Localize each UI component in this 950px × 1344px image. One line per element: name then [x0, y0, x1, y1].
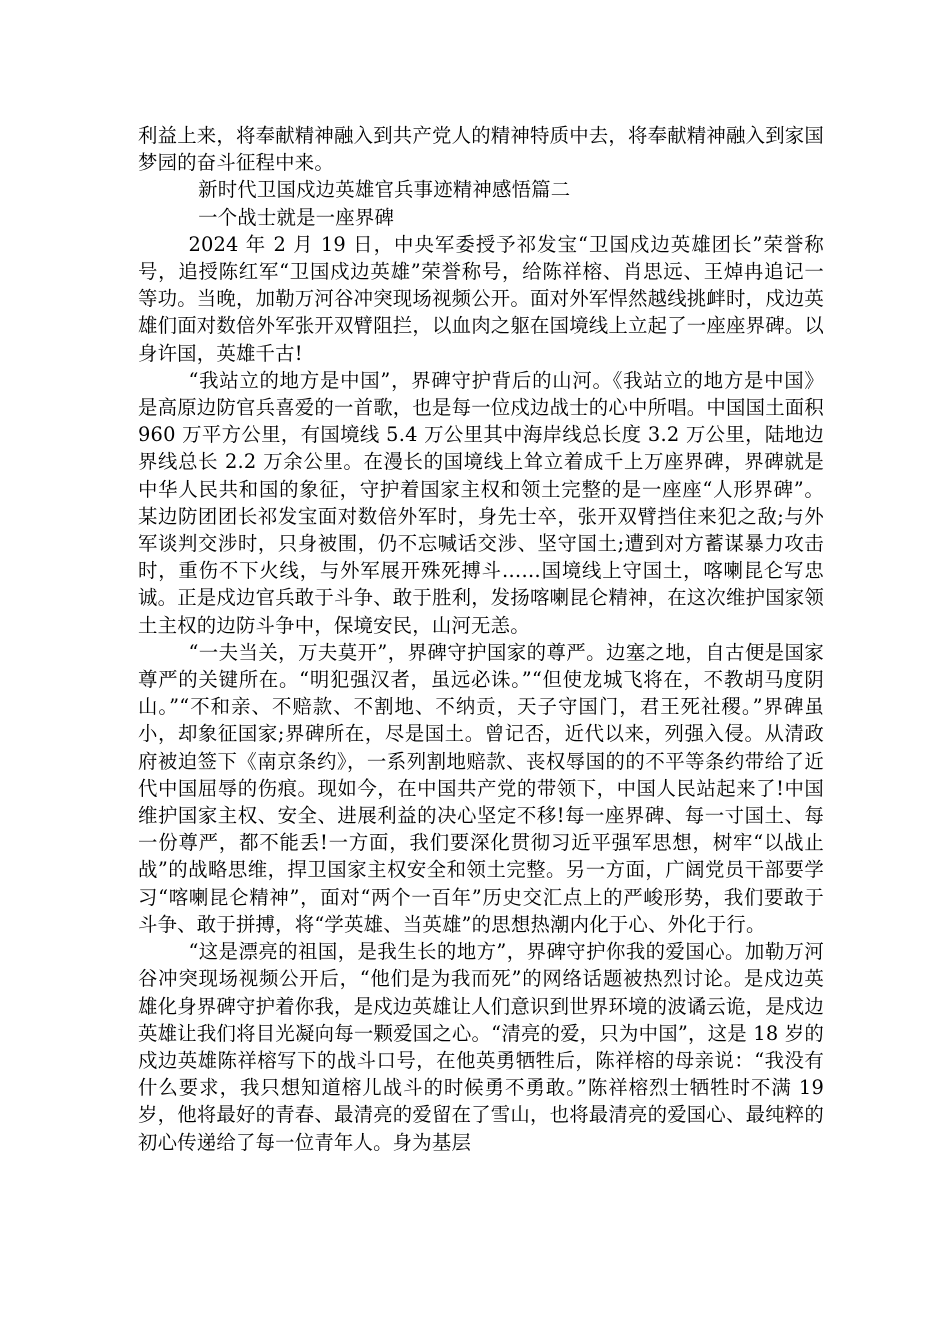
paragraph-homeland: “我站立的地方是中国”，界碑守护背后的山河。《我站立的地方是中国》是高原边防官兵喜爱的一首歌，也是每一位戍边战士的心中所唱。中国国土面积 960 万平方公里，有国境线 5.4 万公里其中海岸线总长度 3.2 万公里，陆地边界线总长 2.2 万余公里。在漫长的国境线上耸立着成千上万座界碑，界碑就是中华人民共和国的象征，守护着国家主权和领土完整的是一座座“人形界碑”。某边防团团长祁发宝面对数倍外军时，身先士卒，张开双臂挡住来犯之敌;与外军谈判交涉时，只身被围，仍不忘喊话交涉、坚守国土;遭到对方蓄谋暴力攻击时，重伤不下火线，与外军展开殊死搏斗……国境线上守国土，喀喇昆仑写忠诚。正是戍边官兵敢于斗争、敢于胜利，发扬喀喇昆仑精神，在这次维护国家领土主权的边防斗争中，保境安民，山河无恙。 [138, 368, 824, 637]
paragraph-dignity: “一夫当关，万夫莫开”，界碑守护国家的尊严。边塞之地，自古便是国家尊严的关键所在。“明犯强汉者，虽远必诛。”“但使龙城飞将在，不教胡马度阴山。”“不和亲、不赔款、不割地、不纳贡，天子守国门，君王死社稷。”界碑虽小，却象征国家;界碑所在，尽是国土。曾记否，近代以来，列强入侵。从清政府被迫签下《南京条约》，一系列割地赔款、丧权辱国的的不平等条约带给了近代中国屈辱的伤痕。现如今，在中国共产党的带领下，中国人民站起来了!中国维护国家主权、安全、进展利益的决心坚定不移!每一座界碑、每一寸国土、每一份尊严，都不能丢!一方面，我们要深化贯彻习近平强军思想，树牢“以战止战”的战略思维，捍卫国家主权安全和领土完整。另一方面，广阔党员干部要学习“喀喇昆仑精神”，面对“两个一百年”历史交汇点上的严峻形势，我们要敢于斗争、敢于拼搏，将“学英雄、当英雄”的思想热潮内化于心、外化于行。 [138, 640, 824, 936]
section-subtitle: 一个战士就是一座界碑 [198, 205, 395, 229]
paragraph-intro: 2024 年 2 月 19 日，中央军委授予祁发宝“卫国戍边英雄团长”荣誉称号，追授陈红军“卫国戍边英雄”荣誉称号，给陈祥榕、肖思远、王焯冉追记一等功。当晚，加勒万河谷冲突现场视频公开。面对外军悍然越线挑衅时，戍边英雄们面对数倍外军张开双臂阻拦，以血肉之躯在国境线上立起了一座座界碑。以身许国，英雄千古! [138, 232, 824, 365]
document-page [138, 122, 824, 1156]
paragraph-patriotism: “这是漂亮的祖国，是我生长的地方”，界碑守护你我的爱国心。加勒万河谷冲突现场视频公开后，“他们是为我而死”的网络话题被热烈讨论。是戍边英雄化身界碑守护着你我，是戍边英雄让人们意识到世界环境的波谲云诡，是戍边英雄让我们将目光凝向每一颗爱国之心。“清亮的爱，只为中国”，这是 18 岁的戍边英雄陈祥榕写下的战斗口号，在他英勇牺牲后，陈祥榕的母亲说：“我没有什么要求，我只想知道榕儿战斗的时候勇不勇敢。”陈祥榕烈士牺牲时不满 19 岁，他将最好的青春、最清亮的爱留在了雪山，也将最清亮的爱国心、最纯粹的初心传递给了每一位青年人。身为基层 [138, 940, 824, 1154]
paragraph-continued: 利益上来，将奉献精神融入到共产党人的精神特质中去，将奉献精神融入到家国梦园的奋斗征程中来。 [138, 124, 824, 175]
section-title: 新时代卫国戍边英雄官兵事迹精神感悟篇二 [198, 178, 571, 202]
